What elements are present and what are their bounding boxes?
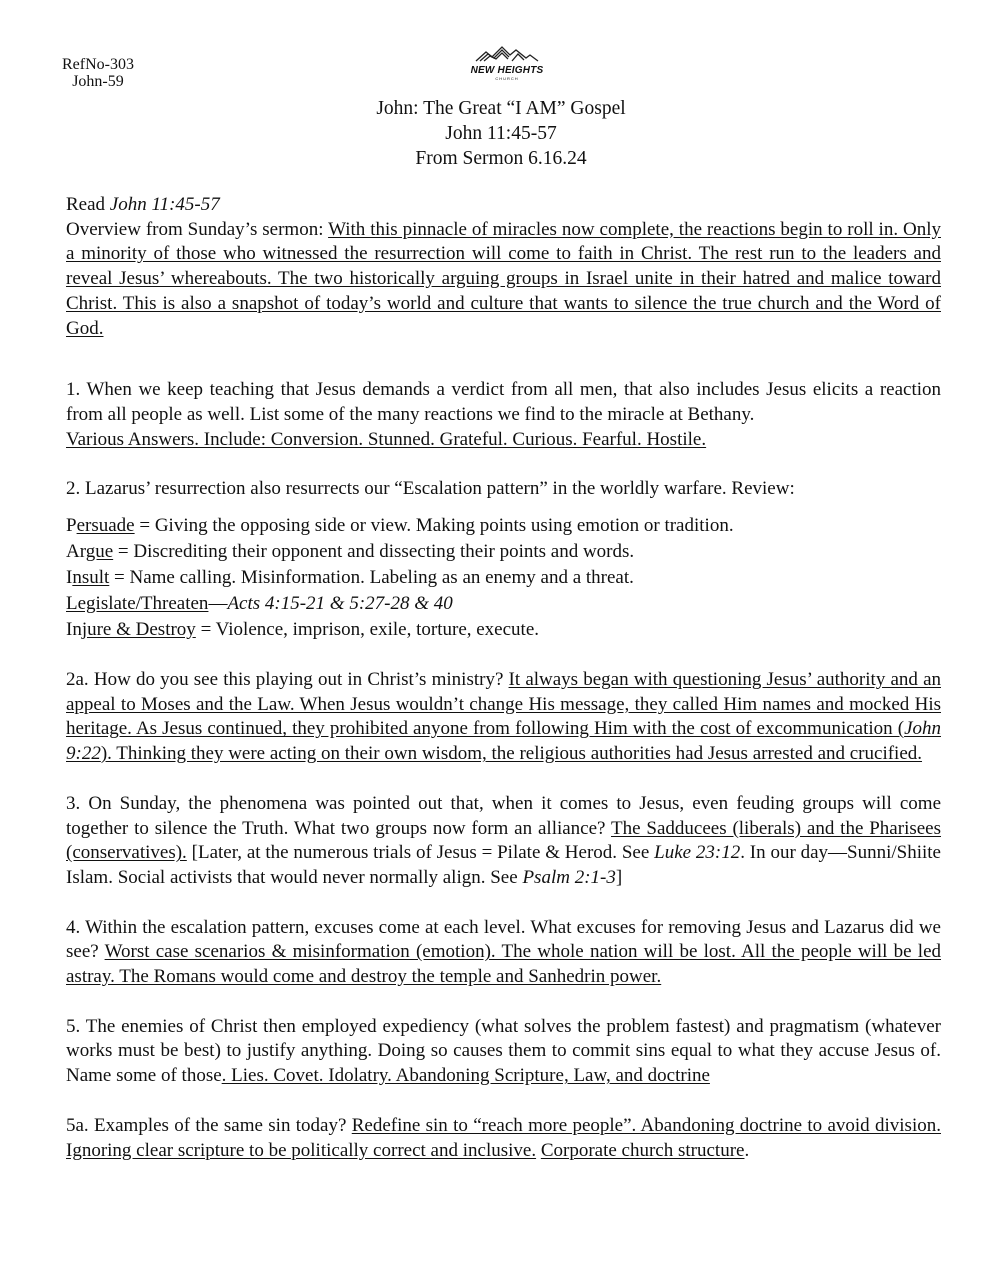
church-logo <box>452 44 562 86</box>
question-4: 4. Within the escalation pattern, excuses come at each level. What excuses for removing Jesus and Lazarus did we see? Worst case scenarios & misinformation (emotion). The whole nation will be lost. All the people will be led astray. The Romans would come and destroy the temple and Sanhedrin power. <box>66 916 941 988</box>
question-2a: 2a. How do you see this playing out in Christ’s ministry? It always began with questioning Jesus’ authority and an appeal to Moses and the Law. When Jesus wouldn’t change His message, they called Him names and mocked His heritage. As Jesus continued, they prohibited anyone from following Him with the cost of excommunication (John 9:22). Thinking they were acting on their own wisdom, the religious authorities had Jesus arrested and crucified. <box>66 669 941 765</box>
read-line: Read John 11:45-57 <box>66 194 220 215</box>
answer-1: Various Answers. Include: Conversion. Stunned. Grateful. Curious. Fearful. Hostile. <box>66 428 707 450</box>
escalation-insult: Insult = Name calling. Misinformation. Labeling as an enemy and a threat. <box>66 567 634 589</box>
page-header <box>0 96 1000 171</box>
page-title: John: The Great “I AM” Gospel <box>376 98 626 119</box>
answer-3: The Sadducees (liberals) and the Pharisees (conservatives). <box>66 817 941 864</box>
answer-4: Worst case scenarios & misinformation (emotion). The whole nation will be lost. All the people will be led astray. The Romans would come and destroy the temple and Sanhedrin power. <box>66 941 941 988</box>
answer-5a-extra: Corporate church structure <box>540 1139 745 1161</box>
answer-2a: It always began with questioning Jesus’ authority and an appeal to Moses and the Law. When Jesus wouldn’t change His message, they called Him names and mocked His heritage. As Jesus continued, they prohibited anyone from following Him with the cost of excommunication (John 9:22). Thinking they were acting on their own wisdom, the religious authorities had Jesus arrested and crucified. <box>66 669 941 765</box>
escalation-argue: Argue = Discrediting their opponent and dissecting their points and words. <box>66 541 635 563</box>
question-3: 3. On Sunday, the phenomena was pointed out that, when it comes to Jesus, even feuding groups will come together to silence the Truth. What two groups now form an alliance? The Sadducees (liberals) and the Pharisees (conservatives). [Later, at the numerous trials of Jesus = Pilate & Herod. See Luke 23:12. In our day—Sunni/Shiite Islam. Social activists that would never normally align. See Psalm 2:1-3] <box>66 792 941 888</box>
study-content <box>66 193 941 1163</box>
question-5a: 5a. Examples of the same sin today? Redefine sin to “reach more people”. Abandoning doctrine to avoid division. Ignoring clear scripture to be politically correct and inclusive. Corporate church structure. <box>66 1114 941 1161</box>
question-5: 5. The enemies of Christ then employed expediency (what solves the problem fastest) and pragmatism (whatever works must be best) to justify anything. Doing so causes them to commit sins equal to what they accuse Jesus of. Name some of those. Lies. Covet. Idolatry. Abandoning Scripture, Law, and doctrine <box>66 1015 941 1087</box>
read-reference: John 11:45-57 <box>109 194 220 215</box>
escalation-legislate: Legislate/Threaten—Acts 4:15-21 & 5:27-28 & 40 <box>66 593 453 615</box>
reference-number <box>62 56 134 90</box>
scripture-passage: John 11:45-57 <box>445 123 557 144</box>
answer-5a: Redefine sin to “reach more people”. Abandoning doctrine to avoid division. Ignoring clear scripture to be politically correct and inclusive. <box>66 1114 941 1161</box>
overview-answer: With this pinnacle of miracles now complete, the reactions begin to roll in. Only a minority of those who witnessed the resurrection will come to faith in Christ. The rest run to the leaders and reveal Jesus’ whereabouts. The two historically arguing groups in Israel unite in their hatred and malice toward Christ. This is also a snapshot of today’s world and culture that wants to silence the true church and the Word of God. <box>66 218 941 339</box>
mountain-logo-icon <box>472 44 542 62</box>
escalation-list <box>66 513 941 643</box>
question-2: 2. Lazarus’ resurrection also resurrects our “Escalation pattern” in the worldly warfare. Review: <box>66 478 795 500</box>
overview: Overview from Sunday’s sermon: With this pinnacle of miracles now complete, the reactions begin to roll in. Only a minority of those who witnessed the resurrection will come to faith in Christ. The rest run to the leaders and reveal Jesus’ whereabouts. The two historically arguing groups in Israel unite in their hatred and malice toward Christ. This is also a snapshot of today’s world and culture that wants to silence the true church and the Word of God. <box>66 218 941 339</box>
escalation-persuade: Persuade = Giving the opposing side or view. Making points using emotion or tradition. <box>66 515 734 537</box>
logo-name: NEW HEIGHTS <box>470 65 544 76</box>
ref-code: John-59 <box>72 73 124 90</box>
question-1: 1. When we keep teaching that Jesus demands a verdict from all men, that also includes Jesus elicits a reaction from all people as well. List some of the many reactions we find to the miracle at Bethany. Various Answers. Include: Conversion. Stunned. Grateful. Curious. Fearful. Hostile. <box>66 379 941 450</box>
logo-subtext: CHURCH <box>495 76 519 81</box>
answer-5: . Lies. Covet. Idolatry. Abandoning Scripture, Law, and doctrine <box>221 1065 710 1087</box>
ref-number: RefNo-303 <box>62 56 134 73</box>
sermon-date: From Sermon 6.16.24 <box>415 148 587 169</box>
escalation-destroy: Injure & Destroy = Violence, imprison, exile, torture, execute. <box>66 619 540 641</box>
